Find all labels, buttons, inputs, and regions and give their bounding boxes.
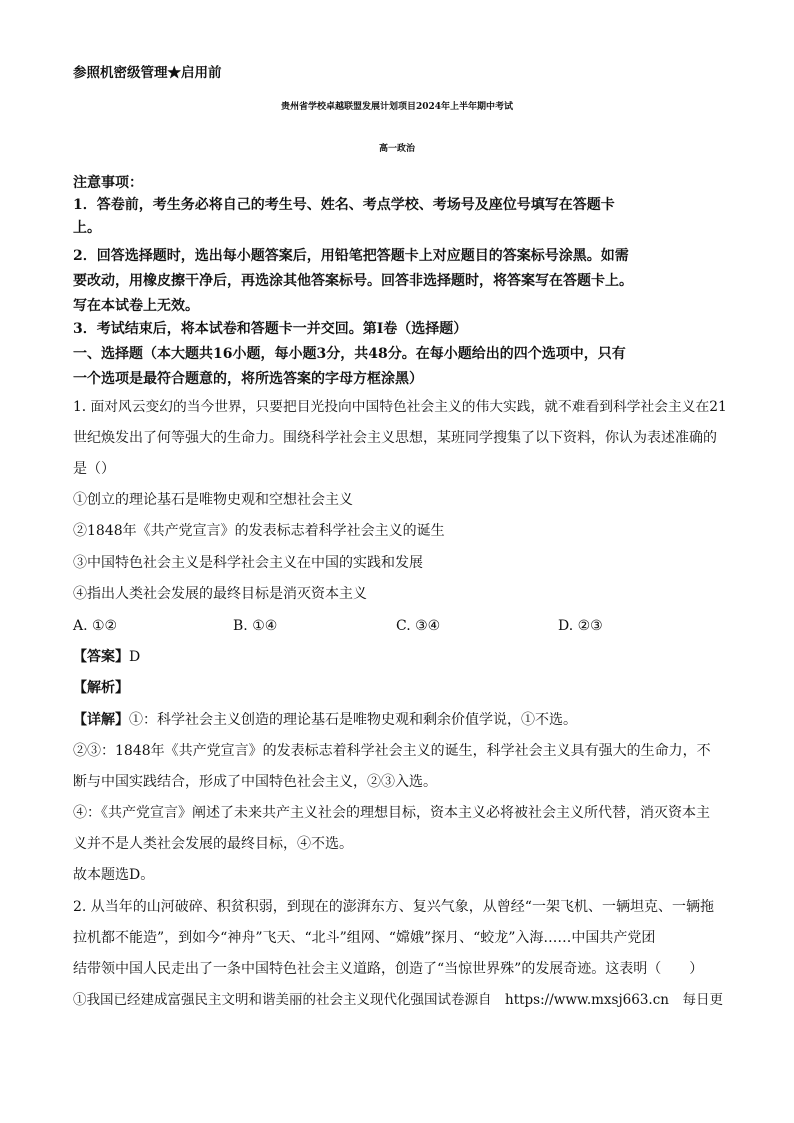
option-a: A. ①② (73, 618, 118, 634)
conclusion-line: 故本题选D。 (73, 867, 155, 883)
section-heading: 一个选项是最符合题意的，将所选答案的字母方框涂黑） (73, 371, 423, 387)
detail-line: ④：《共产党宣言》阐述了未来共产主义社会的理想目标，资本主义必将被社会主义所代替，消灭资本主 (73, 805, 710, 821)
notice-line: 写在本试卷上无效。 (73, 298, 199, 314)
answer-value: D (129, 649, 141, 665)
section-heading: 一、选择题（本大题共16小题，每小题3分，共48分。在每小题给出的四个选项中，只有 (73, 346, 626, 362)
question-stem: 是（） (73, 461, 115, 477)
detail-label: 【详解】 (73, 712, 129, 728)
notice-line: 3．考试结束后，将本试卷和答题卡一并交回。第Ⅰ卷（选择题） (73, 321, 468, 337)
question-item: ④指出人类社会发展的最终目标是消灭资本主义 (73, 586, 367, 602)
detail-line: 断与中国实践结合，形成了中国特色社会主义，②③入选。 (73, 774, 437, 790)
detail-line (73, 711, 577, 729)
notice-line: 要改动，用橡皮擦干净后，再选涂其他答案标号。回答非选择题时，将答案写在答题卡上。 (73, 273, 633, 289)
question-item: ③中国特色社会主义是科学社会主义在中国的实践和发展 (73, 555, 423, 571)
answer-label: 【答案】 (73, 649, 129, 665)
notice-line: 1．答卷前，考生务必将自己的考生号、姓名、考点学校、考场号及座位号填写在答题卡 (73, 197, 615, 213)
option-d: D. ②③ (558, 618, 603, 634)
question-stem: 1. 面对风云变幻的当今世界，只要把目光投向中国特色社会主义的伟大实践，就不难看到科学社会主义在21 (73, 399, 727, 415)
notice-line: 2．回答选择题时，选出每小题答案后，用铅笔把答题卡上对应题目的答案标号涂黑。如需 (73, 248, 629, 264)
question-stem: 2. 从当年的山河破碎、积贫积弱，到现在的澎湃东方、复兴气象，从曾经“一架飞机、一辆坦克、一辆拖 (73, 899, 714, 915)
confidential-label: 参照机密级管理★启用前 (73, 65, 222, 81)
notice-heading: 注意事项： (73, 175, 143, 191)
question-stem: 拉机都不能造”，到如今“神舟”飞天、“北斗”组网、“嫦娥”探月、“蛟龙”入海……中国共产党团 (73, 930, 656, 946)
notice-line: 上。 (73, 220, 101, 236)
answer-line (73, 648, 140, 666)
exam-title: 贵州省学校卓越联盟发展计划项目2024年上半年期中考试 (280, 102, 514, 112)
detail-text: ①：科学社会主义创造的理论基石是唯物史观和剩余价值学说，①不选。 (129, 712, 577, 728)
analysis-label: 【解析】 (73, 680, 129, 696)
option-c: C. ③④ (396, 618, 441, 634)
question-stem: 世纪焕发出了何等强大的生命力。围绕科学社会主义思想，某班同学搜集了以下资料，你认为表述准确的 (73, 430, 717, 446)
question-item: ①我国已经建成富强民主文明和谐美丽的社会主义现代化强国试卷源自 https://www.mxsj663.cn 每日更 (73, 992, 723, 1008)
detail-line: ②③：1848年《共产党宣言》的发表标志着科学社会主义的诞生，科学社会主义具有强大的生命力，不 (73, 743, 711, 759)
subject-title: 高一政治 (378, 144, 415, 154)
question-stem: 结带领中国人民走出了一条中国特色社会主义道路，创造了“当惊世界殊”的发展奇迹。这表明（ ） (73, 961, 704, 977)
option-b: B. ①④ (233, 618, 278, 634)
detail-line: 义并不是人类社会发展的最终目标，④不选。 (73, 836, 353, 852)
question-item: ②1848年《共产党宣言》的发表标志着科学社会主义的诞生 (73, 523, 445, 539)
question-item: ①创立的理论基石是唯物史观和空想社会主义 (73, 492, 353, 508)
